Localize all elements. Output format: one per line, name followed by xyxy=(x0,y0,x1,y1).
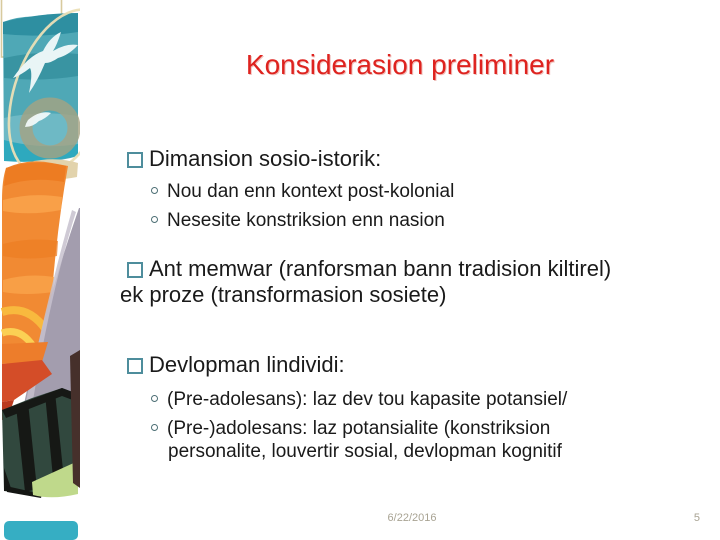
square-bullet-icon xyxy=(127,358,143,374)
circle-bullet-icon xyxy=(151,187,158,194)
bullet-text: Devlopman lindividi: xyxy=(149,352,345,377)
circle-bullet-icon xyxy=(151,216,158,223)
page-number: 5 xyxy=(693,512,700,524)
bullet-block-2 xyxy=(120,256,611,308)
bullet-block-3 xyxy=(127,352,567,463)
bullet-item xyxy=(127,146,454,172)
bullet-text: Ant memwar (ranforsman bann tradision kiltirel) xyxy=(149,256,612,281)
bullet-block-1 xyxy=(127,146,454,232)
sub-bullet-item xyxy=(127,417,567,440)
sub-bullet-text: (Pre-)adolesans: laz potansialite (konstriksion xyxy=(167,418,551,439)
sub-bullet-text: (Pre-adolesans): laz dev tou kapasite potansiel/ xyxy=(167,389,568,410)
sub-bullet-item xyxy=(127,388,567,411)
bullet-item xyxy=(127,352,567,378)
square-bullet-icon xyxy=(127,152,143,168)
sub-bullet-text-continuation: personalite, louvertir sosial, devlopman kognitif xyxy=(168,441,562,462)
bullet-text: Dimansion sosio-istorik: xyxy=(149,146,382,171)
bottom-teal-bar xyxy=(4,521,78,540)
sub-bullet-text: Nou dan enn kontext post-kolonial xyxy=(167,181,455,202)
circle-bullet-icon xyxy=(151,424,158,431)
sub-bullet-item xyxy=(127,209,454,232)
slide-artwork xyxy=(0,0,80,540)
bullet-item xyxy=(120,256,611,282)
square-bullet-icon xyxy=(127,262,143,278)
sub-bullet-item xyxy=(127,180,454,203)
slide-title: Konsiderasion preliminer xyxy=(245,49,555,80)
footer-date: 6/22/2016 xyxy=(387,512,437,524)
sub-bullet-text: Nesesite konstriksion enn nasion xyxy=(167,210,445,231)
circle-bullet-icon xyxy=(151,395,158,402)
bullet-text-continuation: ek proze (transformasion sosiete) xyxy=(120,282,447,307)
